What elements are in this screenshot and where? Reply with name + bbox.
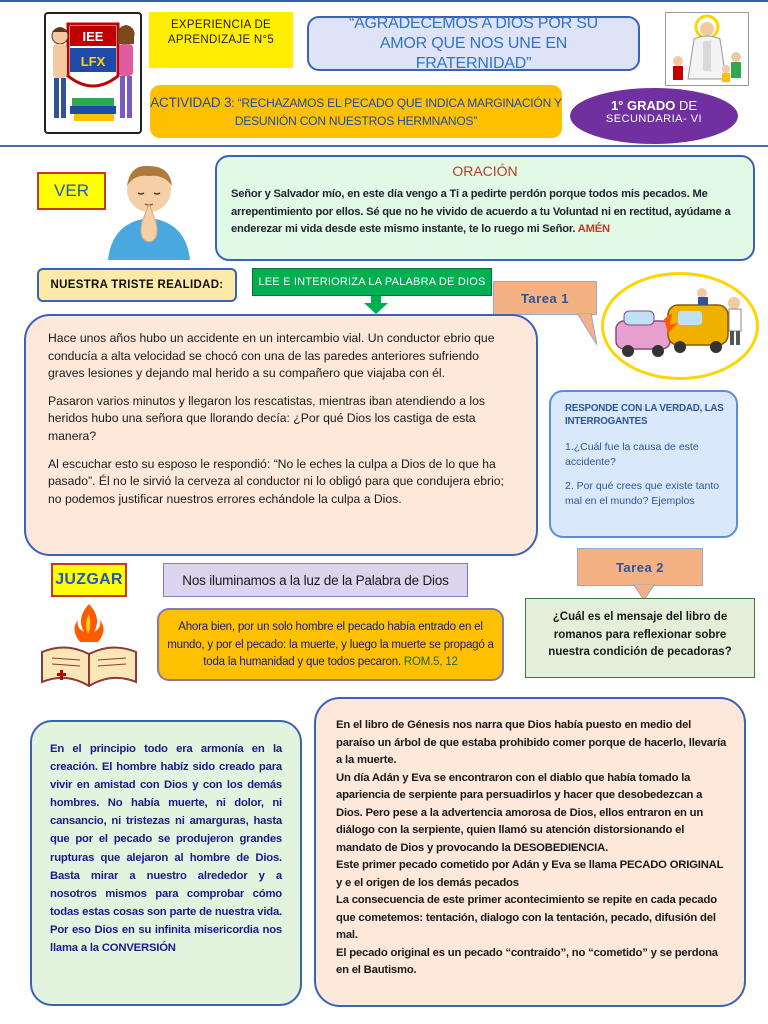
reality-label-box [37, 268, 237, 302]
question-2: 2. Por qué crees que existe tanto mal en el mundo? Ejemplos [565, 480, 720, 507]
prayer-title: ORACIÓN [452, 163, 518, 179]
car-crash-icon [604, 275, 756, 377]
story-paragraph-3: Al escuchar esto su esposo le respondió: “No le eches la culpa a Dios de lo que ha pasado”. Él no le sirvió la cerveza al conductor ni lo obligó para que condujera ebrio; no podemos justificar nuestros errores echándole la culpa a Dios. [48, 456, 504, 506]
bible-image [36, 598, 142, 690]
saint-image [665, 12, 749, 86]
prayer-box [215, 155, 755, 261]
svg-text:IEE: IEE [82, 29, 104, 44]
tarea2-callout [577, 548, 703, 586]
activity-title: : “RECHAZAMOS EL PECADO QUE INDICA MARGINACIÓN Y DESUNIÓN CON NUESTROS HERMNANOS” [231, 96, 562, 128]
genesis-line-5: El pecado original es un pecado “contraído”, no “cometido” y se perdona en el Bautismo. [336, 946, 718, 976]
read-label: LEE E INTERIORIZA LA PALABRA DE DIOS [258, 276, 486, 288]
tarea1-label: Tarea 1 [520, 290, 570, 306]
prayer-amen: AMÉN [577, 223, 610, 235]
verse-reference: ROM.5, 12 [403, 656, 458, 668]
genesis-line-4: La consecuencia de este primer acontecimiento se repite en cada pecado que cometemos: tentación, dialogo con la tentación, pecado, difusión del mal. [336, 894, 717, 941]
creation-box [30, 720, 302, 1006]
down-arrow-icon [364, 296, 388, 314]
saint-with-children-icon [666, 13, 748, 85]
juzgar-label-box [51, 563, 127, 597]
grade-badge [570, 88, 738, 144]
svg-text:LFX: LFX [80, 54, 106, 69]
activity-label: ACTIVIDAD 3 [150, 95, 232, 110]
motto-text: “AGRADECEMOS A DIOS POR SU AMOR QUE NOS UNE EN FRATERNIDAD” [348, 14, 599, 72]
ver-label-box [37, 172, 106, 210]
grade-sub: SECUNDARIA- VI [605, 113, 703, 125]
light-title-box [163, 563, 468, 597]
message-question: ¿Cuál es el mensaje del libro de romanos para reflexionar sobre nuestra condición de pecadoras? [548, 611, 732, 658]
read-banner [252, 268, 492, 296]
creation-conversion: CONVERSIÓN [101, 942, 176, 955]
question-1: 1.¿Cuál fue la causa de este accidente? [565, 441, 699, 468]
school-logo-icon [46, 14, 140, 132]
story-box [24, 314, 538, 556]
tarea1-callout [493, 281, 597, 315]
story-paragraph-1: Hace unos años hubo un accidente en un intercambio vial. Un conductor ebrio que conducía a alta velocidad se chocó con una de las paredes anteriores sufriendo graves lesiones y dejando mal herido a su compañero que viajaba con él. [48, 331, 495, 381]
ver-label: VER [54, 181, 89, 200]
juzgar-label: JUZGAR [55, 571, 123, 588]
message-question-box [525, 598, 755, 678]
accident-image [601, 272, 759, 380]
story-paragraph-2: Pasaron varios minutos y llegaron los rescatistas, mientras iban atendiendo a los heridos hubo una señora que llorando decía: ¿Por qué Dios los castiga de esta manera? [48, 393, 485, 443]
callout-tail-icon [577, 313, 597, 345]
experience-badge [149, 12, 293, 68]
reality-label: NUESTRA TRISTE REALIDAD: [50, 279, 224, 291]
praying-boy-icon [98, 160, 200, 260]
prayer-text: Señor y Salvador mío, en este día vengo a Ti a pedirte perdón porque todos mis pecados. Me arrepentimiento por ellos. Sé que no he vivido de acuerdo a tu Voluntad ni en rectitud, ayúdame a enderezar mi vida desde este mismo instante, te lo ruego mi Señor. AMÉN [231, 188, 731, 235]
top-rule [0, 0, 768, 2]
motto-banner [307, 16, 640, 71]
experience-line1: EXPERIENCIA DE [170, 19, 272, 31]
open-bible-icon [36, 598, 142, 690]
genesis-line-3: Este primer pecado cometido por Adán y Eva se llama PECADO ORIGINAL y e el origen de los demás pecados [336, 859, 724, 889]
creation-text: En el principio todo era armonía en la creación. El hombre habíz sido creado para vivir en amistad con Dios y con los demás hombres. No había muerte, ni dolor, ni cansancio, ni tristezas ni amarguras, hasta que por el pecado se produjeron grandes rupturas que alejaron al hombre de Dios. Basta mirar a nuestro alrededor y a nosotros mismos para comprobar cómo todas estas cosas son parte de nuestra vida. Por eso Dios en su infinita misericordia nos llama a la CONVERSIÓN [50, 743, 282, 955]
genesis-line-1: En el libro de Génesis nos narra que Dios había puesto en medio del paraíso un árbol de que estaba prohibido comer porque de hacerlo, llevaría a la muerte. [336, 719, 727, 766]
section-rule [0, 145, 768, 147]
verse-text: Ahora bien, por un solo hombre el pecado había entrado en el mundo, y por el pecado: la muerte, y luego la muerte se propagó a toda la humanidad y que todos pecaron. ROM.5, 12 [167, 621, 494, 668]
questions-box [549, 390, 738, 538]
praying-boy-image [98, 160, 200, 260]
light-title: Nos iluminamos a la luz de la Palabra de Dios [182, 572, 449, 588]
tarea2-label: Tarea 2 [615, 559, 665, 575]
genesis-box [314, 697, 746, 1007]
grade-main: 1° GRADO [610, 98, 676, 113]
school-logo [44, 12, 142, 134]
questions-heading: RESPONDE CON LA VERDAD, LAS INTERROGANTES [565, 403, 724, 427]
grade-de: DE [675, 98, 698, 113]
verse-box [157, 608, 504, 681]
experience-line2: APRENDIZAJE N°5 [167, 34, 275, 46]
genesis-line-2: Un día Adán y Eva se encontraron con el diablo que había tomado la apariencia de serpiente para persuadirlos y hacer que desobedezcan a Dios. Pero pese a la advertencia amorosa de Dios, ellos entraron en un diálogo con la serpiente, quien llamó su atención distorsionando el mandato de Dios y provocando la DESOBEDIENCIA. [336, 771, 704, 854]
activity-banner [150, 85, 562, 138]
